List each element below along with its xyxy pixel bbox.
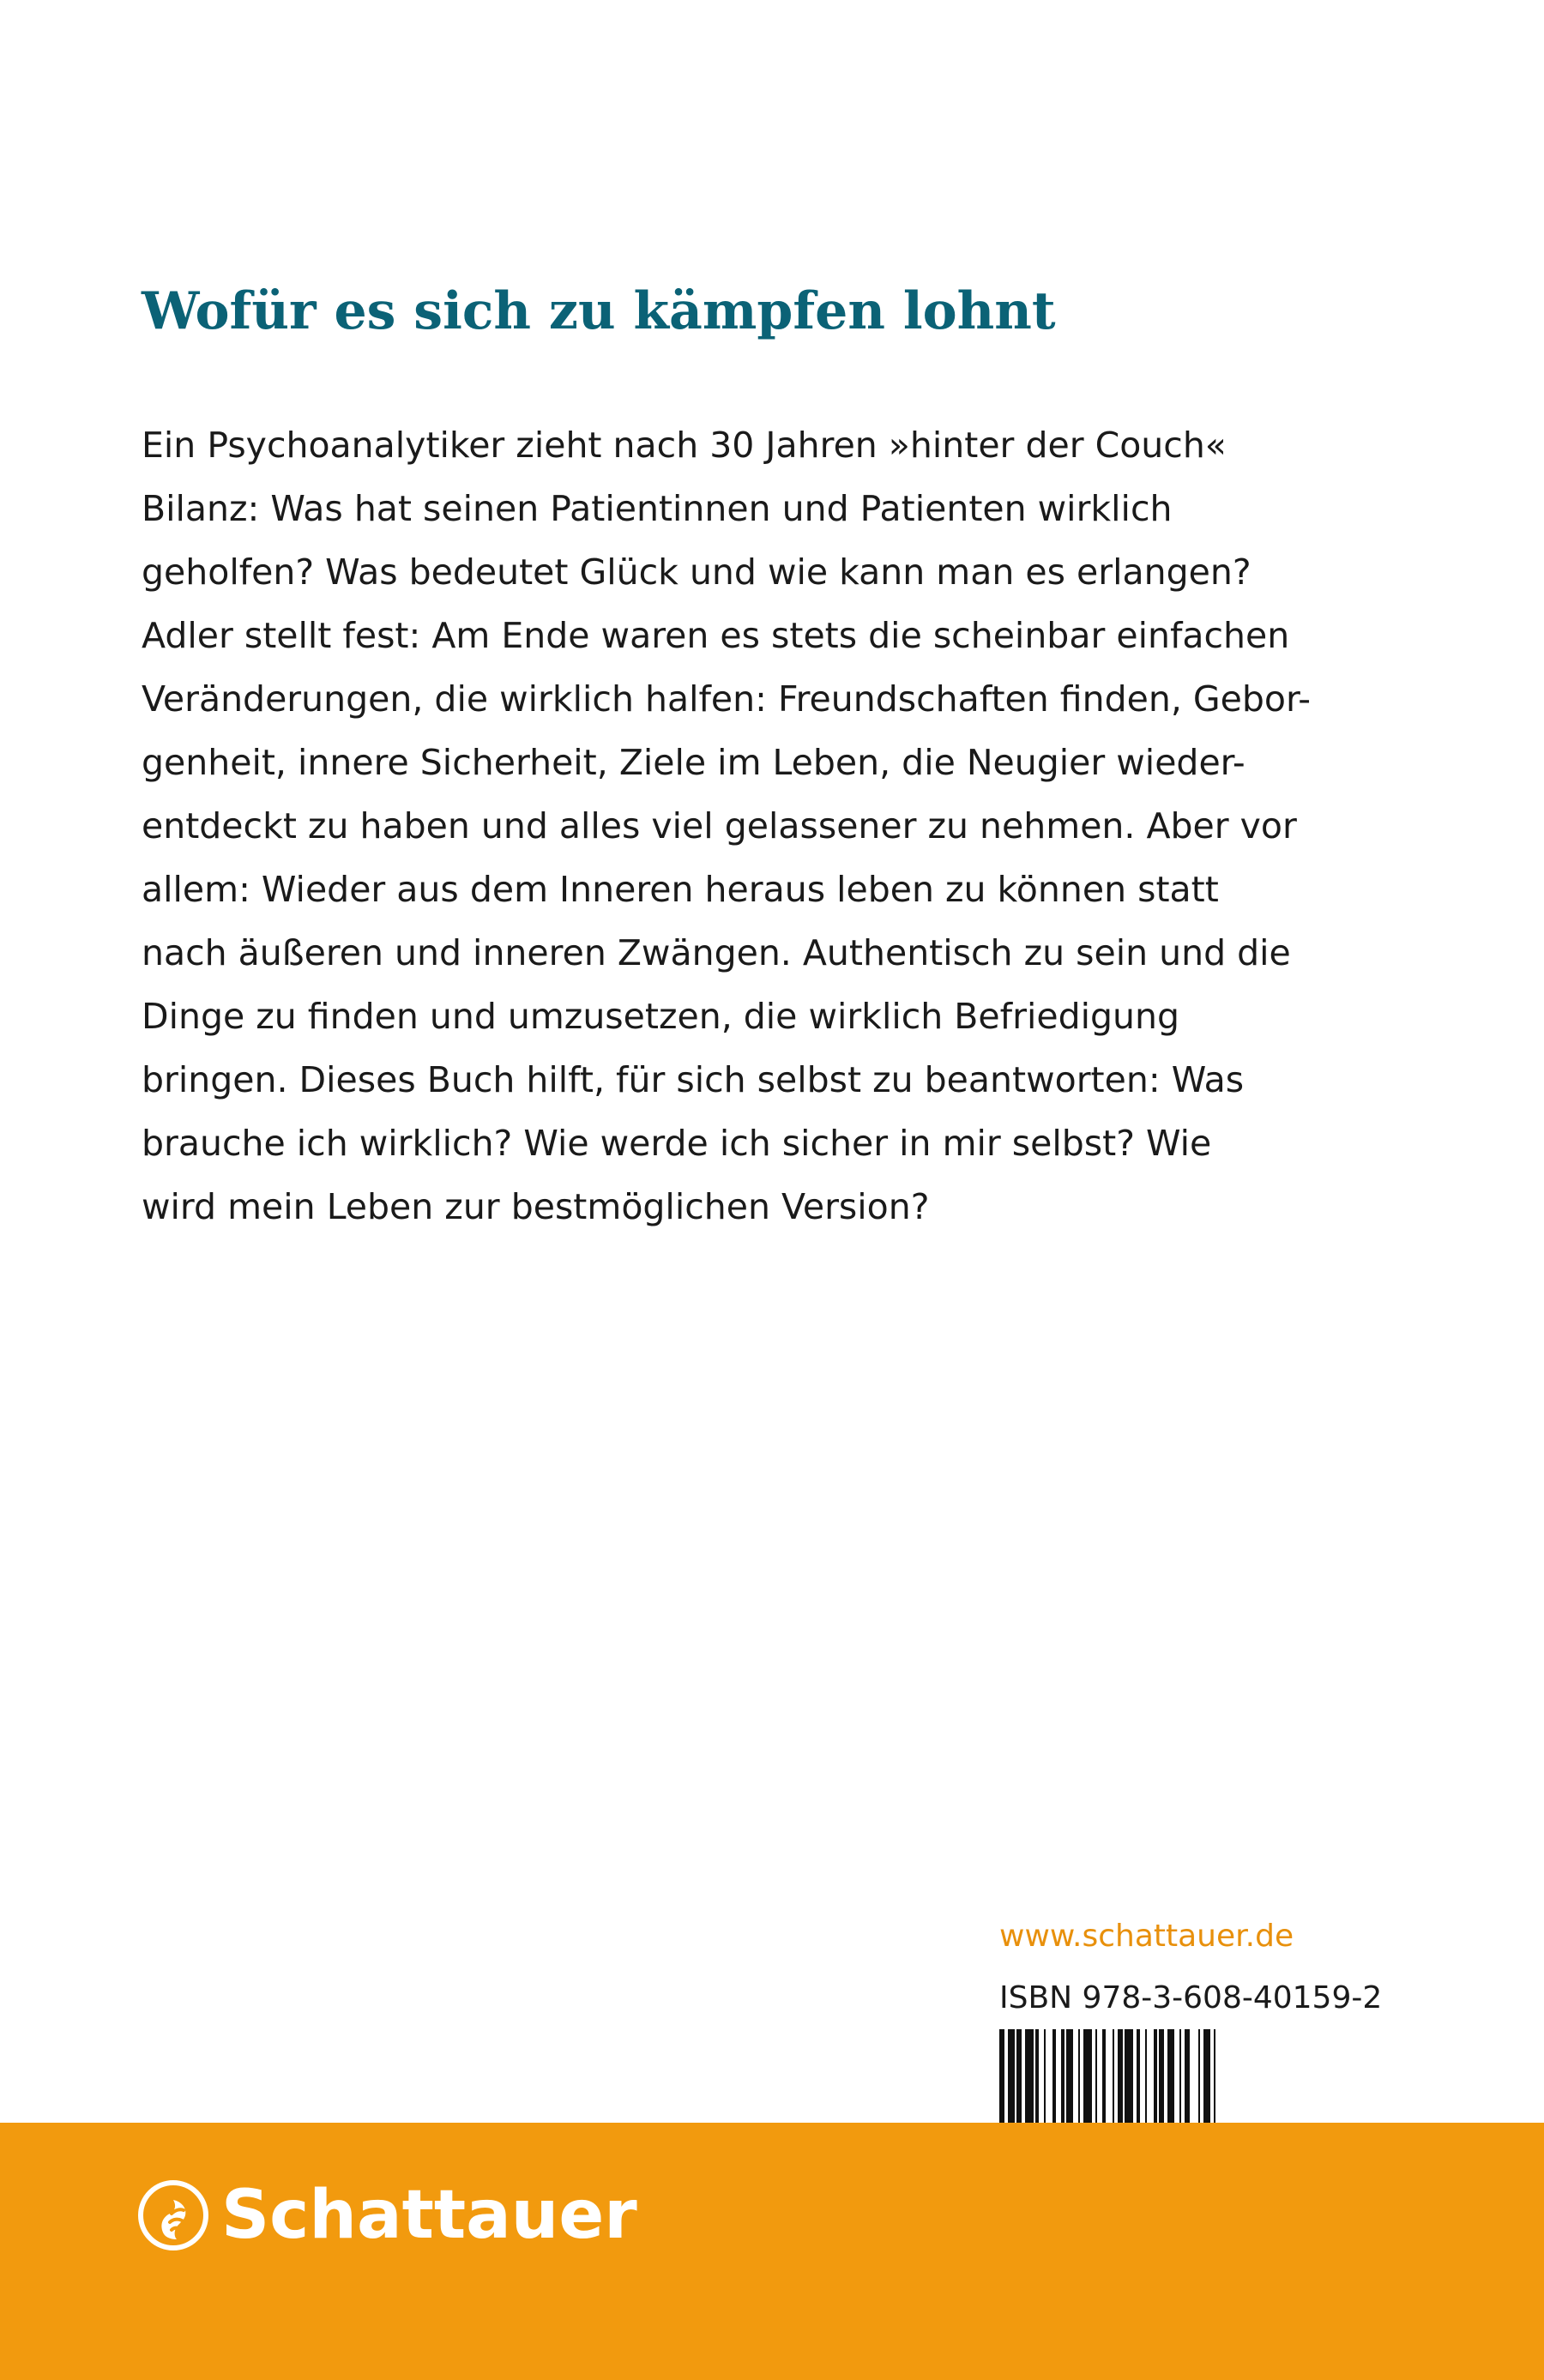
publisher-website: www.schattauer.de bbox=[999, 1919, 1294, 1954]
blurb-line: Adler stellt fest: Am Ende waren es stets die scheinbar einfachen bbox=[142, 615, 1290, 656]
cover-headline: Wofür es sich zu kämpfen lohnt bbox=[142, 281, 1056, 341]
blurb-line: bringen. Dieses Buch hilft, für sich selbst zu beantworten: Was bbox=[142, 1059, 1245, 1100]
isbn-number: ISBN 978-3-608-40159-2 bbox=[999, 1980, 1383, 2015]
blurb-line: allem: Wieder aus dem Inneren heraus leben zu können statt bbox=[142, 869, 1219, 910]
blurb-line: Ein Psychoanalytiker zieht nach 30 Jahren »hinter der Couch« bbox=[142, 425, 1227, 466]
blurb-line: Veränderungen, die wirklich halfen: Freundschaften finden, Gebor- bbox=[142, 678, 1312, 720]
blurb-line: genheit, innere Sicherheit, Ziele im Leben, die Neugier wieder- bbox=[142, 742, 1245, 783]
publisher-name: Schattauer bbox=[221, 2176, 637, 2254]
blurb-line: nach äußeren und inneren Zwängen. Authentisch zu sein und die bbox=[142, 932, 1291, 973]
blurb-line: Bilanz: Was hat seinen Patientinnen und Patienten wirklich bbox=[142, 488, 1173, 529]
schattauer-logo-icon bbox=[137, 2179, 209, 2251]
cover-blurb bbox=[142, 413, 1394, 1238]
publisher-logo bbox=[137, 2174, 637, 2256]
blurb-line: geholfen? Was bedeutet Glück und wie kann man es erlangen? bbox=[142, 551, 1251, 593]
blurb-line: entdeckt zu haben und alles viel gelassener zu nehmen. Aber vor bbox=[142, 805, 1297, 847]
blurb-line: wird mein Leben zur bestmöglichen Version? bbox=[142, 1186, 930, 1227]
blurb-line: Dinge zu finden und umzusetzen, die wirklich Befriedigung bbox=[142, 996, 1180, 1037]
barcode-icon bbox=[999, 2029, 1402, 2124]
blurb-line: brauche ich wirklich? Wie werde ich sicher in mir selbst? Wie bbox=[142, 1123, 1212, 1164]
